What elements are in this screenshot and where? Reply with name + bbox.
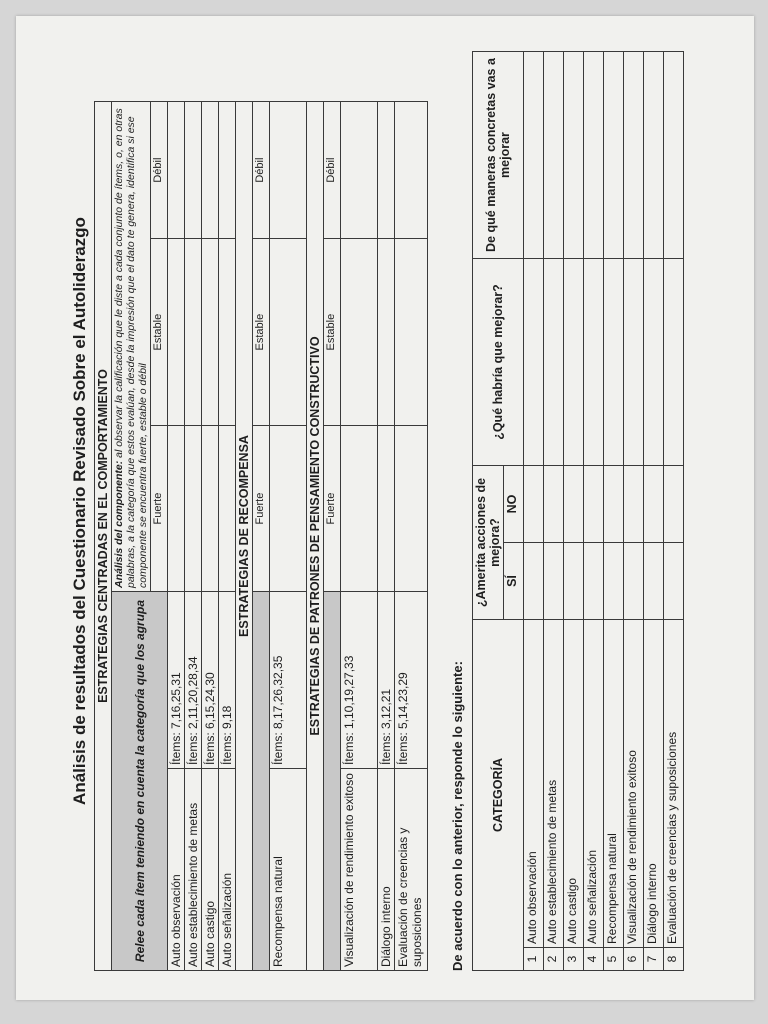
row-number: 4 bbox=[584, 948, 604, 971]
que-mejorar-cell[interactable] bbox=[664, 259, 684, 466]
items-cell: Ítems: 5,14,23,29 bbox=[395, 592, 428, 769]
fuerte-cell[interactable] bbox=[395, 426, 428, 592]
si-cell[interactable] bbox=[584, 543, 604, 620]
table-row bbox=[270, 102, 307, 971]
fuerte-cell[interactable] bbox=[219, 426, 236, 592]
row-number: 1 bbox=[524, 948, 544, 971]
header-estable: Estable bbox=[324, 239, 341, 426]
table-row bbox=[524, 52, 544, 971]
estable-cell[interactable] bbox=[219, 239, 236, 426]
debil-cell[interactable] bbox=[378, 102, 395, 239]
results-table bbox=[94, 101, 428, 971]
category-cell: Evaluación de creencias y suposiciones bbox=[664, 620, 684, 948]
category-cell: Auto señalización bbox=[219, 769, 236, 971]
maneras-cell[interactable] bbox=[564, 52, 584, 259]
fuerte-cell[interactable] bbox=[185, 426, 202, 592]
grey-header-cell bbox=[324, 592, 341, 971]
header-debil: Débil bbox=[324, 102, 341, 239]
no-cell[interactable] bbox=[644, 466, 664, 543]
category-cell: Evaluación de creencias y suposiciones bbox=[395, 769, 428, 971]
category-cell: Auto establecimiento de metas bbox=[544, 620, 564, 948]
category-cell: Auto castigo bbox=[564, 620, 584, 948]
items-cell: Ítems: 8,17,26,32,35 bbox=[270, 592, 307, 769]
header-estable: Estable bbox=[253, 239, 270, 426]
rotated-page-content bbox=[62, 51, 752, 971]
row-number: 2 bbox=[544, 948, 564, 971]
que-mejorar-cell[interactable] bbox=[624, 259, 644, 466]
items-cell: Ítems: 6,15,24,30 bbox=[202, 592, 219, 769]
header-fuerte: Fuerte bbox=[324, 426, 341, 592]
fuerte-cell[interactable] bbox=[168, 426, 185, 592]
fuerte-cell[interactable] bbox=[202, 426, 219, 592]
no-cell[interactable] bbox=[544, 466, 564, 543]
category-cell: Diálogo interno bbox=[378, 769, 395, 971]
no-cell[interactable] bbox=[584, 466, 604, 543]
que-mejorar-cell[interactable] bbox=[584, 259, 604, 466]
table-row bbox=[395, 102, 428, 971]
estable-cell[interactable] bbox=[270, 239, 307, 426]
category-cell: Diálogo interno bbox=[644, 620, 664, 948]
si-cell[interactable] bbox=[604, 543, 624, 620]
estable-cell[interactable] bbox=[341, 239, 378, 426]
maneras-cell[interactable] bbox=[664, 52, 684, 259]
fuerte-cell[interactable] bbox=[378, 426, 395, 592]
table-row bbox=[644, 52, 664, 971]
que-mejorar-cell[interactable] bbox=[544, 259, 564, 466]
table-row bbox=[664, 52, 684, 971]
debil-cell[interactable] bbox=[341, 102, 378, 239]
no-cell[interactable] bbox=[564, 466, 584, 543]
table-row bbox=[185, 102, 202, 971]
items-cell: Ítems: 3,12,21 bbox=[378, 592, 395, 769]
estable-cell[interactable] bbox=[395, 239, 428, 426]
debil-cell[interactable] bbox=[185, 102, 202, 239]
row-number: 8 bbox=[664, 948, 684, 971]
header-estable: Estable bbox=[151, 239, 168, 426]
page-title: Análisis de resultados del Cuestionario Revisado Sobre el Autoliderazgo bbox=[70, 217, 89, 805]
section-comportamiento: ESTRATEGIAS CENTRADAS EN EL COMPORTAMIENTO bbox=[95, 102, 112, 971]
si-cell[interactable] bbox=[624, 543, 644, 620]
table-row bbox=[624, 52, 644, 971]
table-row bbox=[604, 52, 624, 971]
header-que-mejorar: ¿Qué habría que mejorar? bbox=[473, 259, 524, 466]
estable-cell[interactable] bbox=[378, 239, 395, 426]
items-cell: Ítems: 1,10,19,27,33 bbox=[341, 592, 378, 769]
header-categoria: CATEGORÍA bbox=[473, 620, 524, 971]
header-debil: Débil bbox=[253, 102, 270, 239]
que-mejorar-cell[interactable] bbox=[604, 259, 624, 466]
table-row bbox=[219, 102, 236, 971]
fuerte-cell[interactable] bbox=[270, 426, 307, 592]
debil-cell[interactable] bbox=[168, 102, 185, 239]
category-cell: Auto observación bbox=[168, 769, 185, 971]
category-cell: Recompensa natural bbox=[604, 620, 624, 948]
grey-header-cell bbox=[253, 592, 270, 971]
paper-sheet bbox=[16, 16, 754, 1000]
row-number: 5 bbox=[604, 948, 624, 971]
section-pensamiento: ESTRATEGIAS DE PATRONES DE PENSAMIENTO CONSTRUCTIVO bbox=[307, 102, 324, 971]
items-cell: Ítems: 7,16,25,31 bbox=[168, 592, 185, 769]
que-mejorar-cell[interactable] bbox=[564, 259, 584, 466]
maneras-cell[interactable] bbox=[584, 52, 604, 259]
si-cell[interactable] bbox=[664, 543, 684, 620]
debil-cell[interactable] bbox=[219, 102, 236, 239]
que-mejorar-cell[interactable] bbox=[644, 259, 664, 466]
maneras-cell[interactable] bbox=[624, 52, 644, 259]
column-left-instruction: Relee cada ítem teniendo en cuenta la categoría que los agrupa bbox=[112, 592, 168, 971]
section-recompensa: ESTRATEGIAS DE RECOMPENSA bbox=[236, 102, 253, 971]
category-cell: Auto establecimiento de metas bbox=[185, 769, 202, 971]
no-cell[interactable] bbox=[604, 466, 624, 543]
table-row bbox=[584, 52, 604, 971]
maneras-cell[interactable] bbox=[544, 52, 564, 259]
row-number: 7 bbox=[644, 948, 664, 971]
debil-cell[interactable] bbox=[395, 102, 428, 239]
no-cell[interactable] bbox=[524, 466, 544, 543]
analysis-label: Análisis del componente: bbox=[113, 460, 125, 588]
category-cell: Auto señalización bbox=[584, 620, 604, 948]
si-cell[interactable] bbox=[524, 543, 544, 620]
fuerte-cell[interactable] bbox=[341, 426, 378, 592]
debil-cell[interactable] bbox=[270, 102, 307, 239]
que-mejorar-cell[interactable] bbox=[524, 259, 544, 466]
maneras-cell[interactable] bbox=[524, 52, 544, 259]
improvement-table bbox=[472, 51, 684, 971]
header-amerita: ¿Amerita acciones de mejora? bbox=[473, 466, 504, 620]
analysis-text: al observar la calificación que le diste a cada conjunto de ítems, o, en otras palabras, a la categoría que estos evalúan, desde la impresión que el dato te genera, identifica si ese componente se encuentra fuerte, estable o débil bbox=[113, 108, 149, 588]
estable-cell[interactable] bbox=[168, 239, 185, 426]
header-debil: Débil bbox=[151, 102, 168, 239]
header-fuerte: Fuerte bbox=[253, 426, 270, 592]
no-cell[interactable] bbox=[624, 466, 644, 543]
header-maneras: De qué maneras concretas vas a mejorar bbox=[473, 52, 524, 259]
si-cell[interactable] bbox=[644, 543, 664, 620]
header-si: SÍ bbox=[504, 543, 524, 620]
table-row bbox=[564, 52, 584, 971]
row-number: 3 bbox=[564, 948, 584, 971]
no-cell[interactable] bbox=[664, 466, 684, 543]
maneras-cell[interactable] bbox=[604, 52, 624, 259]
header-fuerte: Fuerte bbox=[151, 426, 168, 592]
category-cell: Visualización de rendimiento exitoso bbox=[624, 620, 644, 948]
instruction-heading: De acuerdo con lo anterior, responde lo siguiente: bbox=[450, 661, 465, 971]
si-cell[interactable] bbox=[564, 543, 584, 620]
estable-cell[interactable] bbox=[185, 239, 202, 426]
table-row bbox=[341, 102, 378, 971]
table-row bbox=[168, 102, 185, 971]
maneras-cell[interactable] bbox=[644, 52, 664, 259]
header-no: NO bbox=[504, 466, 524, 543]
debil-cell[interactable] bbox=[202, 102, 219, 239]
si-cell[interactable] bbox=[544, 543, 564, 620]
analysis-instruction bbox=[112, 102, 151, 592]
row-number: 6 bbox=[624, 948, 644, 971]
category-cell: Auto observación bbox=[524, 620, 544, 948]
category-cell: Auto castigo bbox=[202, 769, 219, 971]
table-row bbox=[378, 102, 395, 971]
category-cell: Recompensa natural bbox=[270, 769, 307, 971]
items-cell: Ítems: 9,18 bbox=[219, 592, 236, 769]
table-row bbox=[544, 52, 564, 971]
category-cell: Visualización de rendimiento exitoso bbox=[341, 769, 378, 971]
items-cell: Ítems: 2,11,20,28,34 bbox=[185, 592, 202, 769]
table-row bbox=[202, 102, 219, 971]
estable-cell[interactable] bbox=[202, 239, 219, 426]
